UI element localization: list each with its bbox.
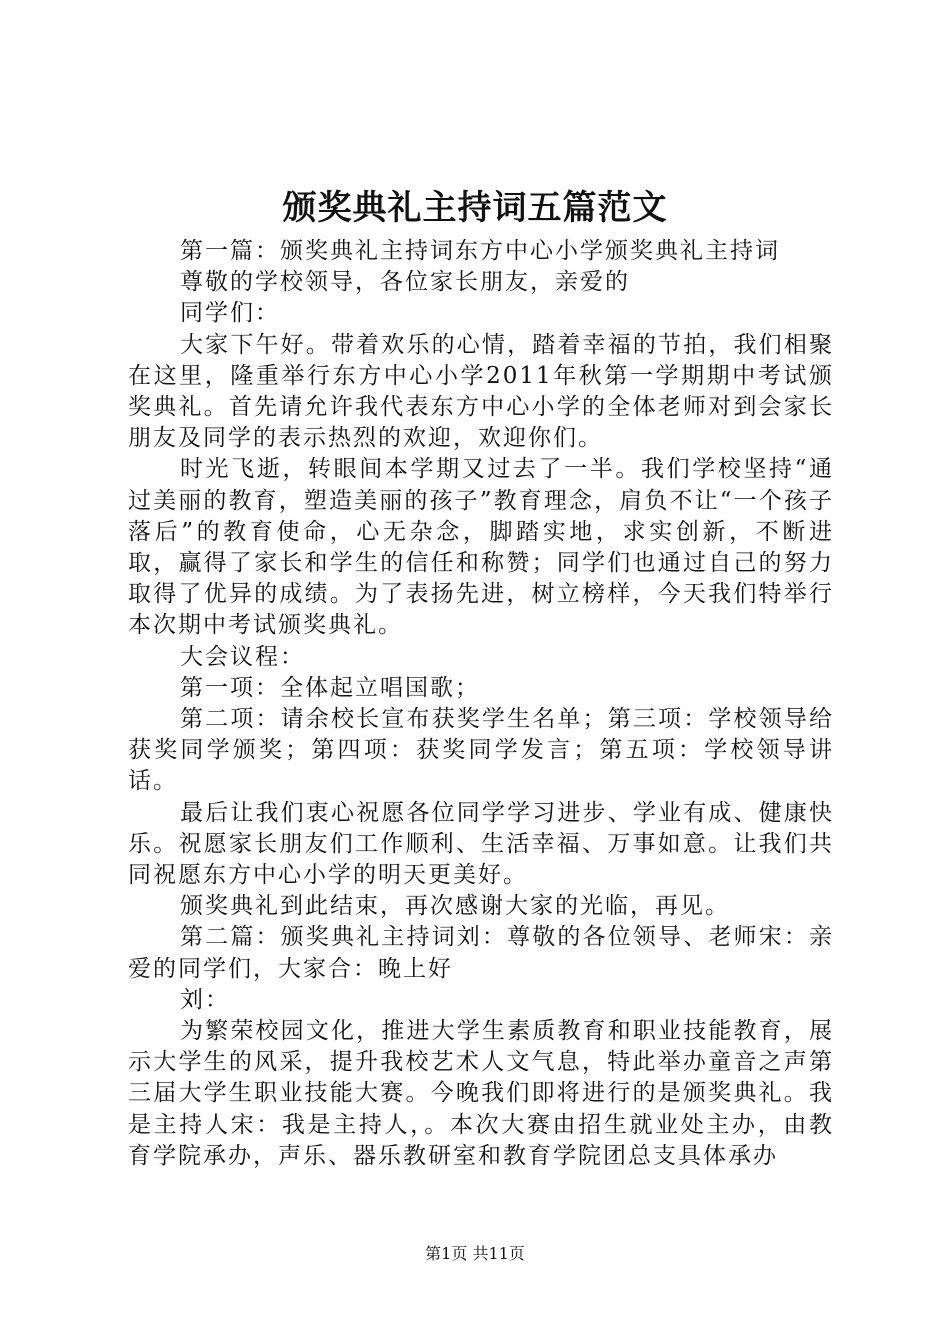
paragraph: 第一篇：颁奖典礼主持词东方中心小学颁奖典礼主持词 bbox=[180, 238, 780, 264]
paragraph: 最后让我们衷心祝愿各位同学学习进步、学业有成、健康快乐。祝愿家长朋友们工作顺利、生活幸福、万事如意。让我们共同祝愿东方中心小学的明天更美好。 bbox=[128, 799, 834, 889]
paragraph: 为繁荣校园文化，推进大学生素质教育和职业技能教育，展示大学生的风采，提升我校艺术人文气息，特此举办童音之声第三届大学生职业技能大赛。今晚我们即将进行的是颁奖典礼。我是主持人宋：我是主持人，。本次大赛由招生就业处主办，由教育学院承办，声乐、器乐教研室和教育学院团总支具体承办 bbox=[128, 1018, 834, 1169]
document-title: 颁奖典礼主持词五篇范文 bbox=[282, 188, 668, 228]
paragraph: 刘： bbox=[180, 986, 230, 1013]
paragraph: 第二篇：颁奖典礼主持词刘：尊敬的各位领导、老师宋：亲爱的同学们，大家合：晚上好 bbox=[128, 924, 834, 982]
paragraph: 时光飞逝，转眼间本学期又过去了一半。我们学校坚持“通过美丽的教育，塑造美丽的孩子”教育理念，肩负不让“一个孩子落后”的教育使命，心无杂念，脚踏实地，求实创新，不断进取，赢得了家长和学生的信任和称赞；同学们也通过自己的努力取得了优异的成绩。为了表扬先进，树立榜样，今天我们特举行本次期中考试颁奖典礼。 bbox=[128, 456, 834, 639]
paragraph: 大家下午好。带着欢乐的心情，踏着幸福的节拍，我们相聚在这里，隆重举行东方中心小学2011年秋第一学期期中考试颁奖典礼。首先请允许我代表东方中心小学的全体老师对到会家长朋友及同学的表示热烈的欢迎，欢迎你们。 bbox=[128, 331, 834, 452]
paragraph: 尊敬的学校领导，各位家长朋友，亲爱的 bbox=[180, 269, 630, 296]
paragraph: 第二项：请余校长宣布获奖学生名单；第三项：学校领导给获奖同学颁奖；第四项：获奖同学发言；第五项：学校领导讲话。 bbox=[128, 706, 834, 795]
paragraph: 大会议程： bbox=[180, 643, 305, 670]
paragraph: 颁奖典礼到此结束，再次感谢大家的光临，再见。 bbox=[180, 893, 730, 920]
page-footer: 第1页 共11页 bbox=[425, 1244, 525, 1263]
paragraph: 第一项：全体起立唱国歌； bbox=[180, 674, 480, 701]
paragraph: 同学们： bbox=[180, 300, 280, 327]
document-body bbox=[128, 236, 834, 1172]
